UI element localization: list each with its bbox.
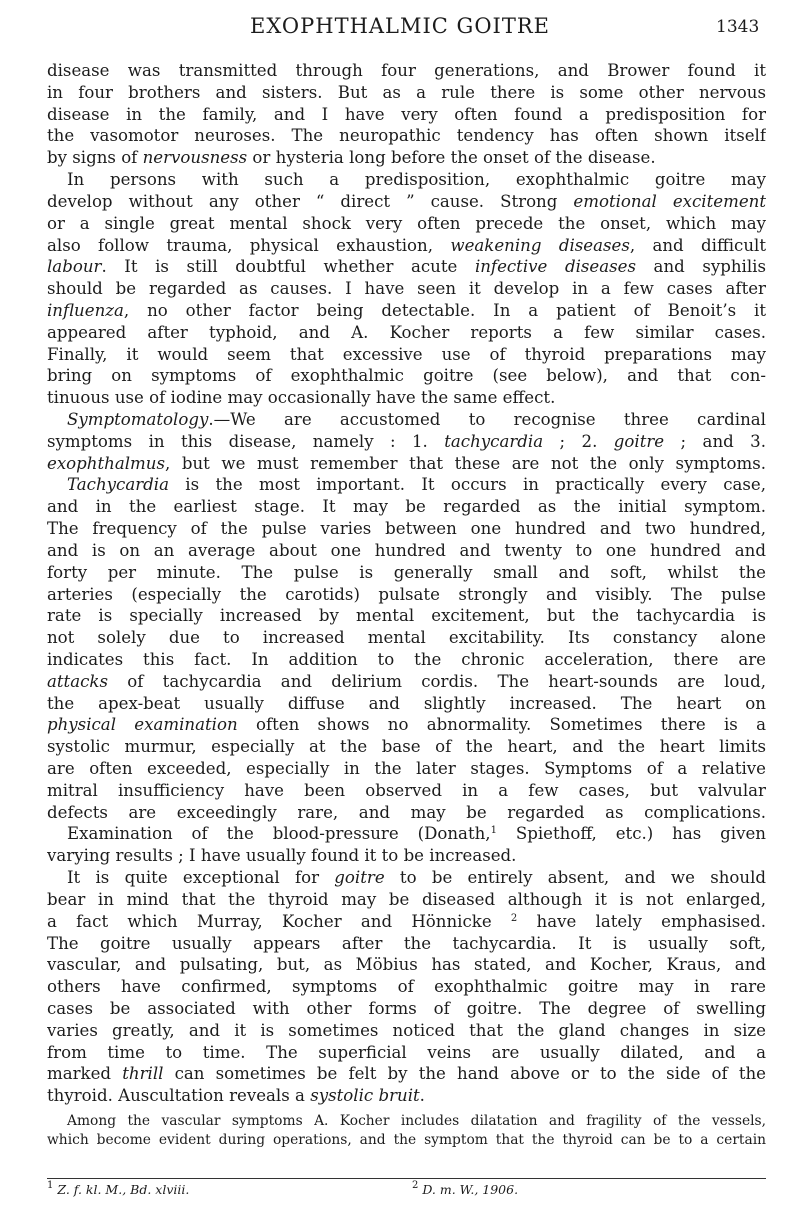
text-segment: develop without any other “ direct ” cause. Strong bbox=[47, 191, 574, 211]
text-line bbox=[47, 256, 766, 278]
text-segment: infective diseases bbox=[474, 257, 636, 277]
text-line bbox=[47, 60, 766, 82]
text-segment: the apex-beat usually diffuse and slightly increased. The heart on bbox=[47, 693, 766, 713]
text-line bbox=[47, 453, 766, 475]
text-line bbox=[47, 278, 766, 300]
text-segment: can sometimes be felt by the hand above or to the side of the bbox=[163, 1064, 766, 1084]
text-segment: defects are exceedingly rare, and may be regarded as complications. bbox=[47, 802, 766, 822]
text-line bbox=[47, 802, 766, 824]
text-line bbox=[47, 431, 766, 453]
small-text-line: Among the vascular symptoms A. Kocher includes dilatation and fragility of the vessels, bbox=[67, 1113, 766, 1129]
text-segment: Tachycardia bbox=[67, 475, 169, 495]
text-segment: , and difficult bbox=[629, 235, 766, 255]
text-line bbox=[47, 823, 766, 845]
text-segment: of tachycardia and delirium cordis. The heart-sounds are loud, bbox=[108, 671, 766, 691]
text-segment: . bbox=[419, 1086, 425, 1106]
text-segment: systolic murmur, especially at the base of the heart, and the heart limits bbox=[47, 737, 766, 757]
text-segment: attacks bbox=[47, 671, 108, 691]
text-line bbox=[47, 584, 766, 606]
text-segment: labour bbox=[47, 257, 102, 277]
footnote-marker: 1 bbox=[47, 1180, 54, 1191]
text-line bbox=[47, 235, 766, 257]
text-segment: .—We are accustomed to recognise three cardinal bbox=[208, 410, 766, 429]
text-segment: ; and 3. bbox=[664, 431, 766, 451]
text-segment: goitre bbox=[334, 868, 385, 888]
text-segment: systolic bruit bbox=[310, 1086, 420, 1106]
text-segment: appeared after typhoid, and A. Kocher reports a few similar cases. bbox=[47, 322, 766, 342]
text-segment: In persons with such a predisposition, exophthalmic goitre may bbox=[67, 170, 766, 190]
text-line bbox=[47, 976, 766, 998]
text-segment: bring on symptoms of exophthalmic goitre (see below), and that con- bbox=[47, 366, 766, 386]
page-number: 1343 bbox=[716, 17, 760, 37]
text-segment: , no other factor being detectable. In a patient of Benoit’s it bbox=[123, 300, 766, 320]
text-line bbox=[47, 933, 766, 955]
text-segment: exophthalmus bbox=[47, 453, 165, 473]
text-segment: Symptomatology bbox=[67, 410, 209, 429]
text-segment: disease was transmitted through four generations, and Brower found it bbox=[47, 61, 766, 80]
footnote-text: D. m. W., 1906. bbox=[422, 1182, 519, 1197]
text-segment: not solely due to increased mental excitability. Its constancy alone bbox=[47, 628, 766, 648]
text-segment: The goitre usually appears after the tachycardia. It is usually soft, bbox=[47, 933, 766, 953]
text-line bbox=[47, 409, 766, 431]
text-segment: disease in the family, and I have very often found a predisposition for bbox=[47, 104, 766, 124]
text-line bbox=[47, 365, 766, 387]
text-line bbox=[47, 474, 766, 496]
text-segment: and is on an average about one hundred and twenty to one hundred and bbox=[47, 540, 766, 560]
text-line bbox=[47, 627, 766, 649]
text-segment: forty per minute. The pulse is generally small and soft, whilst the bbox=[47, 562, 766, 582]
footnote-marker: 2 bbox=[412, 1180, 419, 1191]
text-segment: 2 bbox=[510, 912, 518, 924]
text-line bbox=[47, 518, 766, 540]
text-segment: rate is specially increased by mental excitement, but the tachycardia is bbox=[47, 606, 766, 626]
text-segment: and in the earliest stage. It may be regarded as the initial symptom. bbox=[47, 497, 766, 517]
text-segment: also follow trauma, physical exhaustion, bbox=[47, 235, 451, 255]
text-line bbox=[47, 496, 766, 518]
text-segment: or a single great mental shock very often precede the onset, which may bbox=[47, 213, 766, 233]
text-segment: symptoms in this disease, namely : 1. bbox=[47, 431, 445, 451]
text-segment: by signs of bbox=[47, 148, 143, 168]
text-segment: thrill bbox=[122, 1064, 164, 1084]
text-line bbox=[47, 736, 766, 758]
text-segment: thyroid. Auscultation reveals a bbox=[47, 1086, 311, 1106]
text-line bbox=[47, 1085, 766, 1107]
text-segment: vascular, and pulsating, but, as Möbius has stated, and Kocher, Kraus, and bbox=[47, 955, 766, 975]
text-segment: It is quite exceptional for bbox=[67, 868, 335, 888]
text-line bbox=[47, 911, 766, 933]
text-segment: varies greatly, and it is sometimes noticed that the gland changes in size bbox=[47, 1020, 766, 1040]
text-line bbox=[47, 125, 766, 147]
text-segment: to be entirely absent, and we should bbox=[384, 868, 766, 888]
text-segment: is the most important. It occurs in practically every case, bbox=[168, 475, 766, 495]
text-segment: nervousness bbox=[142, 148, 248, 168]
text-segment: cases be associated with other forms of goitre. The degree of swelling bbox=[47, 998, 766, 1018]
text-segment: indicates this fact. In addition to the chronic acceleration, there are bbox=[47, 649, 766, 669]
text-line bbox=[47, 671, 766, 693]
text-line bbox=[47, 780, 766, 802]
text-segment: tinuous use of iodine may occasionally have the same effect. bbox=[47, 388, 556, 408]
text-line bbox=[47, 169, 766, 191]
text-segment: or hysteria long before the onset of the disease. bbox=[247, 148, 656, 168]
text-segment: varying results ; I have usually found it to be increased. bbox=[47, 846, 517, 866]
text-line bbox=[47, 104, 766, 126]
footnote-rule bbox=[47, 1178, 766, 1179]
text-segment: , but we must remember that these are not the only symptoms. bbox=[164, 453, 766, 473]
text-segment: physical examination bbox=[47, 715, 238, 735]
text-line bbox=[47, 889, 766, 911]
text-line bbox=[47, 540, 766, 562]
small-text-line: which become evident during operations, and the symptom that the thyroid can be to a certain bbox=[47, 1131, 766, 1148]
page-header bbox=[0, 0, 800, 56]
text-line bbox=[47, 344, 766, 366]
text-line bbox=[47, 82, 766, 104]
text-line bbox=[47, 714, 766, 736]
text-segment: should be regarded as causes. I have seen it develop in a few cases after bbox=[47, 279, 766, 299]
text-segment: the vasomotor neuroses. The neuropathic tendency has often shown itself bbox=[47, 126, 766, 146]
text-line bbox=[47, 191, 766, 213]
text-segment: ; 2. bbox=[543, 431, 614, 451]
text-segment: tachycardia bbox=[444, 431, 544, 451]
text-segment: others have confirmed, symptoms of exophthalmic goitre may in rare bbox=[47, 977, 766, 997]
text-segment: emotional excitement bbox=[573, 191, 766, 211]
text-segment: The frequency of the pulse varies between one hundred and two hundred, bbox=[47, 519, 766, 539]
text-segment: weakening diseases bbox=[450, 235, 630, 255]
text-segment: . It is still doubtful whether acute bbox=[101, 257, 475, 277]
text-segment: Spiethoff, etc.) has given bbox=[496, 824, 766, 844]
text-line bbox=[47, 845, 766, 867]
text-segment: from time to time. The superficial veins are usually dilated, and a bbox=[47, 1042, 766, 1062]
text-line bbox=[47, 387, 766, 409]
text-segment: marked bbox=[47, 1064, 123, 1084]
text-line bbox=[47, 954, 766, 976]
text-line bbox=[47, 1063, 766, 1085]
text-segment: arteries (especially the carotids) pulsate strongly and visibly. The pulse bbox=[47, 584, 766, 604]
text-segment: are often exceeded, especially in the later stages. Symptoms of a relative bbox=[47, 759, 766, 778]
text-line bbox=[47, 1042, 766, 1064]
text-line bbox=[47, 649, 766, 671]
footnote-2 bbox=[412, 1182, 518, 1198]
text-line bbox=[47, 322, 766, 344]
text-segment: have lately emphasised. bbox=[517, 911, 766, 931]
text-line bbox=[47, 1020, 766, 1042]
text-segment: 1 bbox=[490, 825, 497, 837]
text-line bbox=[47, 213, 766, 235]
text-line bbox=[47, 693, 766, 715]
text-segment: Finally, it would seem that excessive use of thyroid preparations may bbox=[47, 344, 766, 364]
text-segment: in four brothers and sisters. But as a rule there is some other nervous bbox=[47, 82, 766, 102]
text-segment: and syphilis bbox=[635, 257, 766, 277]
text-segment: often shows no abnormality. Sometimes there is a bbox=[237, 715, 766, 735]
text-line bbox=[47, 758, 766, 780]
text-line bbox=[47, 300, 766, 322]
text-line bbox=[47, 562, 766, 584]
footnote-text: Z. f. kl. M., Bd. xlviii. bbox=[57, 1182, 190, 1197]
body-text bbox=[47, 60, 766, 1149]
text-segment: influenza bbox=[47, 300, 124, 320]
running-title: EXOPHTHALMIC GOITRE bbox=[250, 14, 550, 38]
text-line bbox=[47, 605, 766, 627]
text-line bbox=[47, 867, 766, 889]
text-segment: a fact which Murray, Kocher and Hönnicke bbox=[47, 911, 511, 931]
text-segment: mitral insufficiency have been observed in a few cases, but valvular bbox=[47, 780, 766, 800]
footnote-1 bbox=[47, 1182, 189, 1198]
text-line bbox=[47, 998, 766, 1020]
text-segment: bear in mind that the thyroid may be diseased although it is not enlarged, bbox=[47, 889, 766, 909]
text-segment: Examination of the blood-pressure (Donath, bbox=[67, 824, 491, 844]
text-segment: goitre bbox=[613, 431, 665, 451]
text-line bbox=[47, 147, 766, 169]
